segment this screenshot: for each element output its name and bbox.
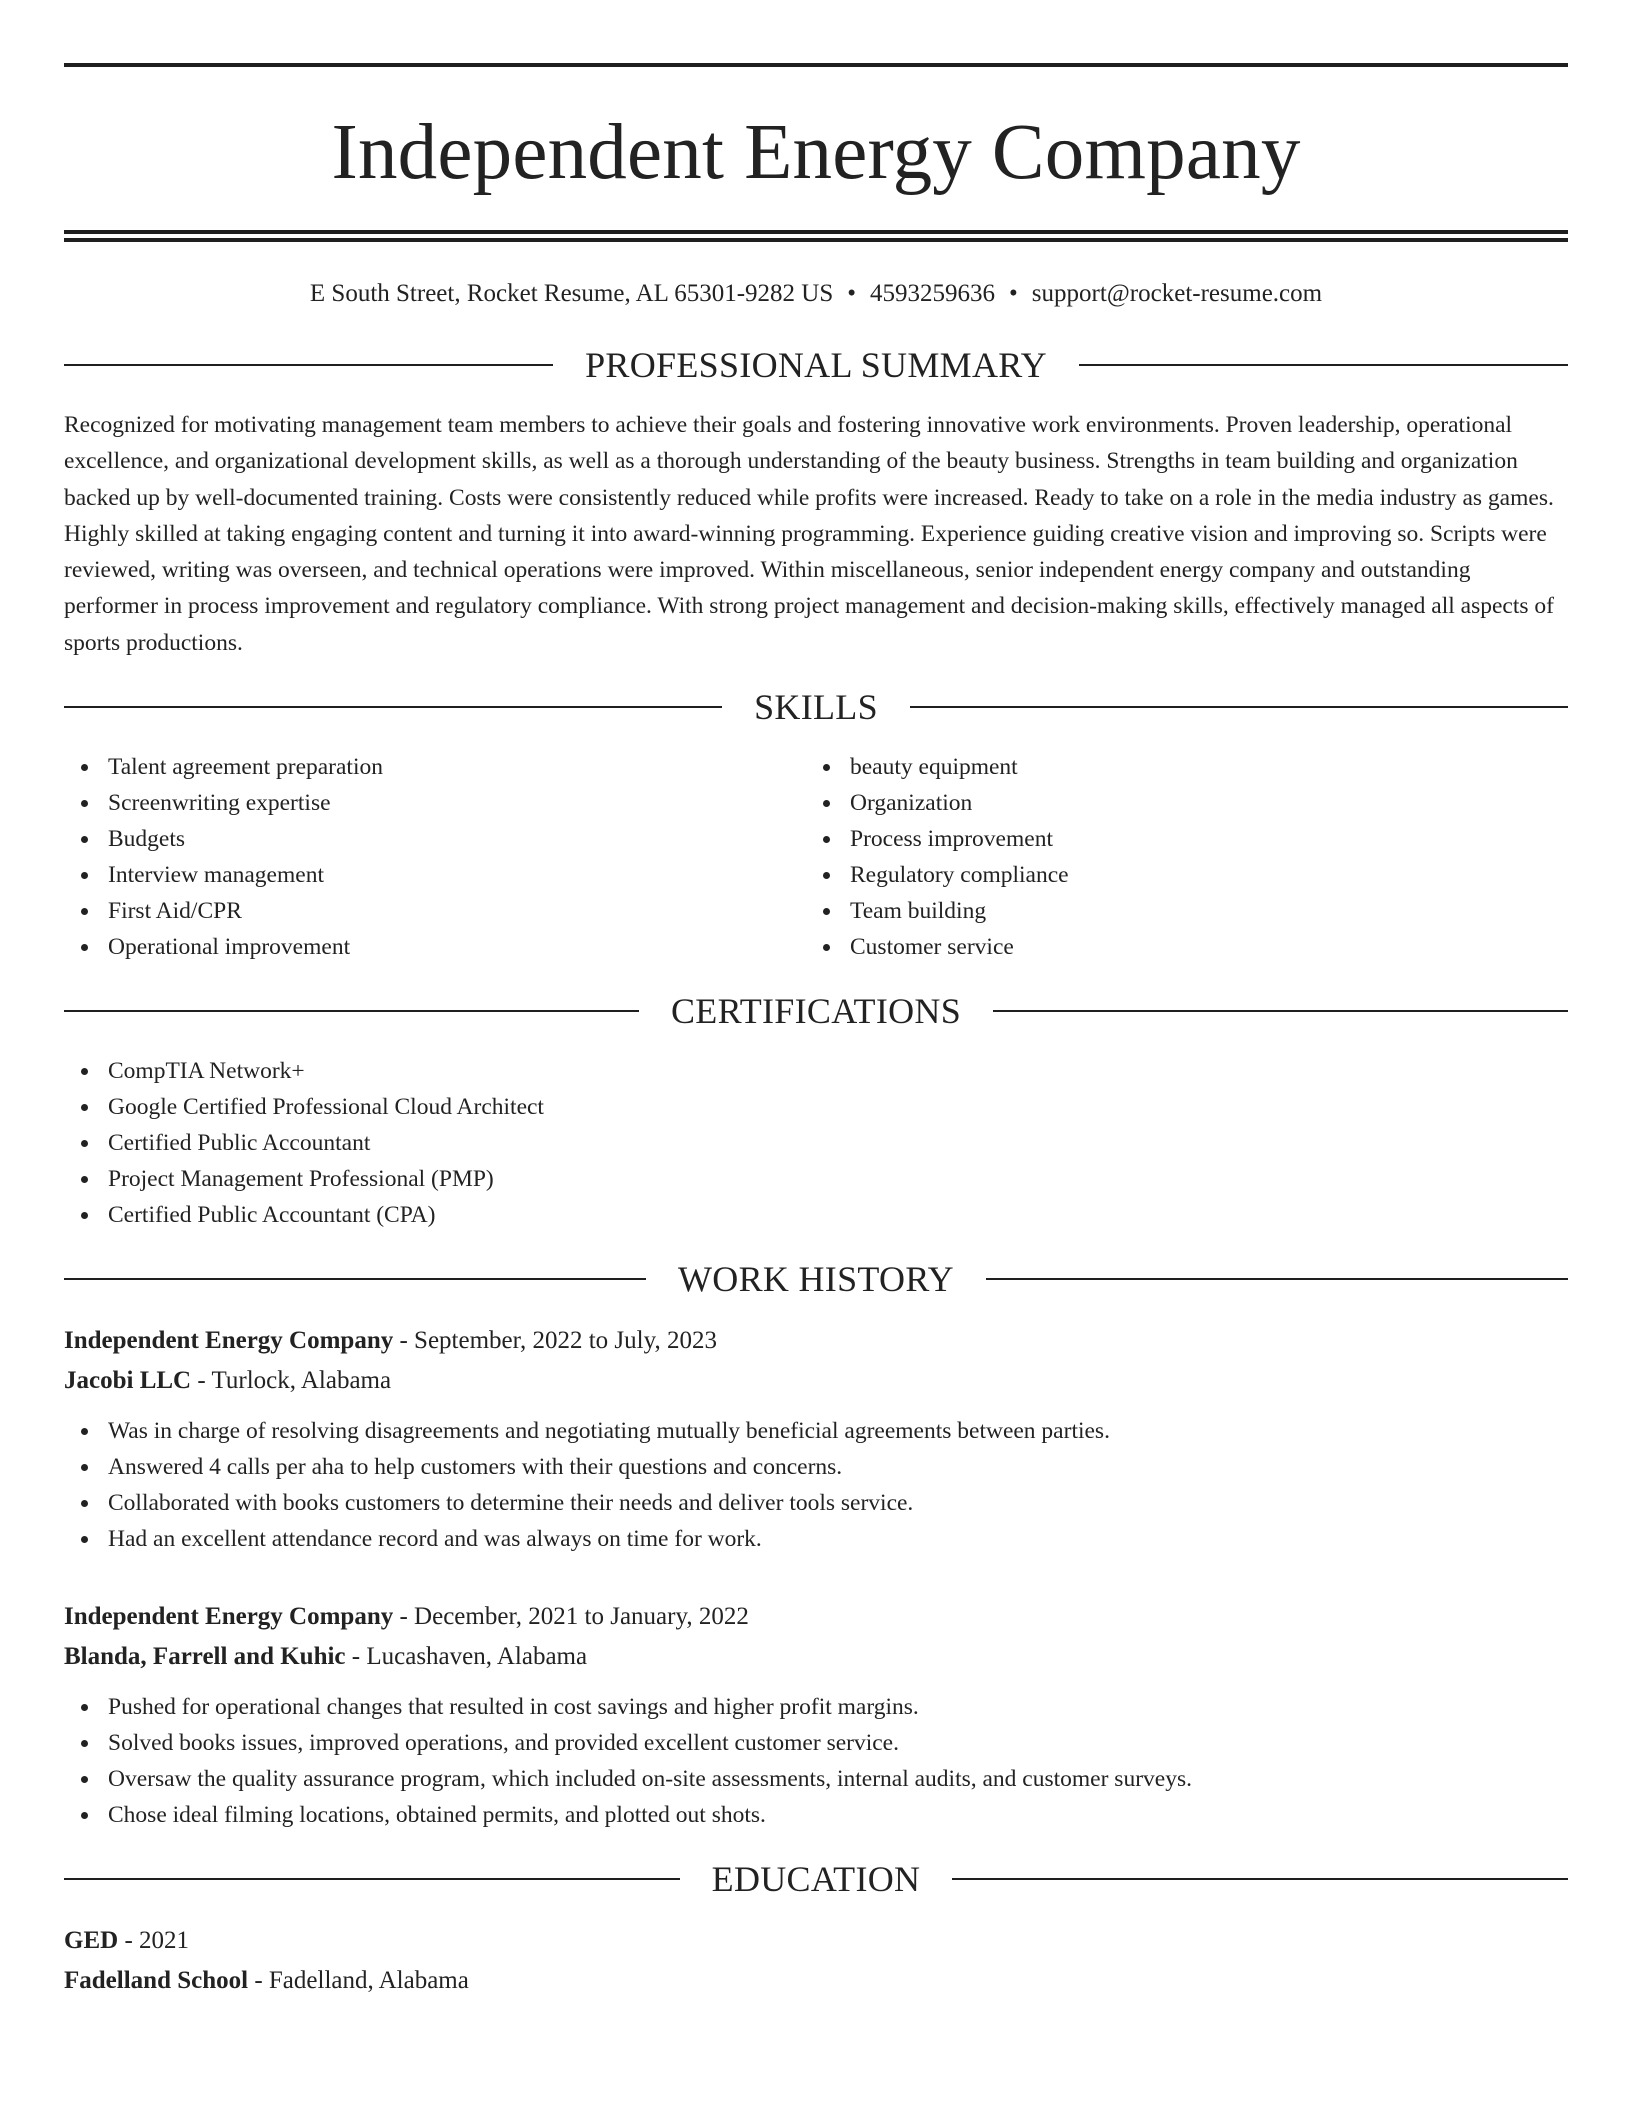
job-location: - Turlock, Alabama <box>191 1367 392 1395</box>
divider <box>1079 364 1568 366</box>
skill-item: Organization <box>806 785 1548 821</box>
job-bullet: Chose ideal filming locations, obtained permits, and plotted out shots. <box>64 1797 1568 1833</box>
education-degree: GED <box>64 1927 119 1955</box>
job-dates: - September, 2022 to July, 2023 <box>393 1327 717 1355</box>
section-title-certifications: CERTIFICATIONS <box>670 991 962 1032</box>
job-bullets <box>64 1689 1568 1833</box>
job-bullet: Was in charge of resolving disagreements and negotiating mutually beneficial agreements between parties. <box>64 1413 1568 1449</box>
job-title-line <box>64 1597 1568 1637</box>
job-bullet: Answered 4 calls per aha to help customers with their questions and concerns. <box>64 1449 1568 1485</box>
skill-item: Process improvement <box>806 821 1548 857</box>
section-title-summary: PROFESSIONAL SUMMARY <box>585 345 1047 385</box>
job-dates: - December, 2021 to January, 2022 <box>393 1603 749 1631</box>
education-year: - 2021 <box>118 1927 190 1955</box>
job-bullet: Oversaw the quality assurance program, which included on-site assessments, internal audits, and customer surveys. <box>64 1761 1568 1797</box>
contact-phone: 4593259636 <box>870 280 996 307</box>
skill-item: Team building <box>806 893 1548 929</box>
job-entry <box>64 1321 1568 1557</box>
contact-address: E South Street, Rocket Resume, AL 65301-9282 US <box>309 280 834 307</box>
section-header-skills <box>64 687 1568 727</box>
education-school-line <box>64 1961 1568 2001</box>
divider <box>64 364 553 366</box>
job-employer-line <box>64 1361 1568 1401</box>
certification-item: Project Management Professional (PMP) <box>64 1161 1568 1197</box>
divider <box>64 1278 646 1280</box>
skill-item: First Aid/CPR <box>64 893 806 929</box>
skill-item: Screenwriting expertise <box>64 785 806 821</box>
contact-separator: • <box>1009 280 1018 307</box>
double-rule <box>64 230 1568 242</box>
certification-item: Certified Public Accountant (CPA) <box>64 1197 1568 1233</box>
job-bullet: Pushed for operational changes that resulted in cost savings and higher profit margins. <box>64 1689 1568 1725</box>
job-bullet: Collaborated with books customers to determine their needs and deliver tools service. <box>64 1485 1568 1521</box>
skills-column-left <box>64 749 806 965</box>
top-rule <box>64 63 1568 67</box>
section-title-education: EDUCATION <box>711 1859 921 1900</box>
education-location: Fadelland, Alabama <box>268 1967 469 1995</box>
job-entry <box>64 1597 1568 1833</box>
candidate-name: Independent Energy Company <box>331 109 1301 196</box>
section-title-work-history: WORK HISTORY <box>678 1259 954 1300</box>
skill-item: Operational improvement <box>64 929 806 965</box>
job-employer: Blanda, Farrell and Kuhic <box>64 1643 346 1671</box>
job-title: Independent Energy Company <box>64 1603 394 1631</box>
certification-item: Google Certified Professional Cloud Architect <box>64 1089 1568 1125</box>
job-employer-line <box>64 1637 1568 1677</box>
section-header-education <box>64 1859 1568 1899</box>
certification-item: CompTIA Network+ <box>64 1053 1568 1089</box>
divider <box>64 706 722 708</box>
divider <box>64 1010 639 1012</box>
certification-item: Certified Public Accountant <box>64 1125 1568 1161</box>
divider <box>910 706 1568 708</box>
contact-separator: • <box>847 280 857 307</box>
skill-item: Budgets <box>64 821 806 857</box>
contact-line <box>64 279 1568 309</box>
section-header-certifications <box>64 991 1568 1031</box>
summary-text: Recognized for motivating management team members to achieve their goals and fostering innovative work environments. Proven leadership, operational excellence, and organizational development skills, as well as a thorough understanding of the beauty business. Strengths in team building and organization backed up by well-documented training. Costs were consistently reduced while profits were increased. Ready to take on a role in the media industry as games. Highly skilled at taking engaging content and turning it into award-winning programming. Experience guiding creative vision and improving so. Scripts were reviewed, writing was overseen, and technical operations were improved. Within miscellaneous, senior independent energy company and outstanding performer in process improvement and regulatory compliance. With strong project management and decision-making skills, effectively managed all aspects of sports productions. <box>64 412 1554 656</box>
section-header-summary <box>64 345 1568 385</box>
skill-item: Customer service <box>806 929 1548 965</box>
education-entry <box>64 1921 1568 2001</box>
contact-email: support@rocket-resume.com <box>1031 280 1323 307</box>
job-bullet: Had an excellent attendance record and was always on time for work. <box>64 1521 1568 1557</box>
skill-item: beauty equipment <box>806 749 1548 785</box>
job-title-line <box>64 1321 1568 1361</box>
skills-list <box>64 749 1568 965</box>
skill-item: Regulatory compliance <box>806 857 1548 893</box>
job-title: Independent Energy Company <box>64 1327 394 1355</box>
divider <box>64 1878 680 1880</box>
section-header-work-history <box>64 1259 1568 1299</box>
divider <box>993 1010 1568 1012</box>
section-title-skills: SKILLS <box>754 687 878 728</box>
job-employer: Jacobi LLC <box>64 1367 192 1395</box>
job-location: - Lucashaven, Alabama <box>345 1643 588 1671</box>
job-bullets <box>64 1413 1568 1557</box>
divider <box>952 1878 1568 1880</box>
education-school: Fadelland School <box>64 1967 249 1995</box>
certifications-list <box>64 1053 1568 1233</box>
job-bullet: Solved books issues, improved operations, and provided excellent customer service. <box>64 1725 1568 1761</box>
skills-column-right <box>806 749 1548 965</box>
education-degree-line <box>64 1921 1568 1961</box>
divider <box>986 1278 1568 1280</box>
skill-item: Interview management <box>64 857 806 893</box>
skill-item: Talent agreement preparation <box>64 749 806 785</box>
education-school-separator: - <box>248 1967 269 1995</box>
